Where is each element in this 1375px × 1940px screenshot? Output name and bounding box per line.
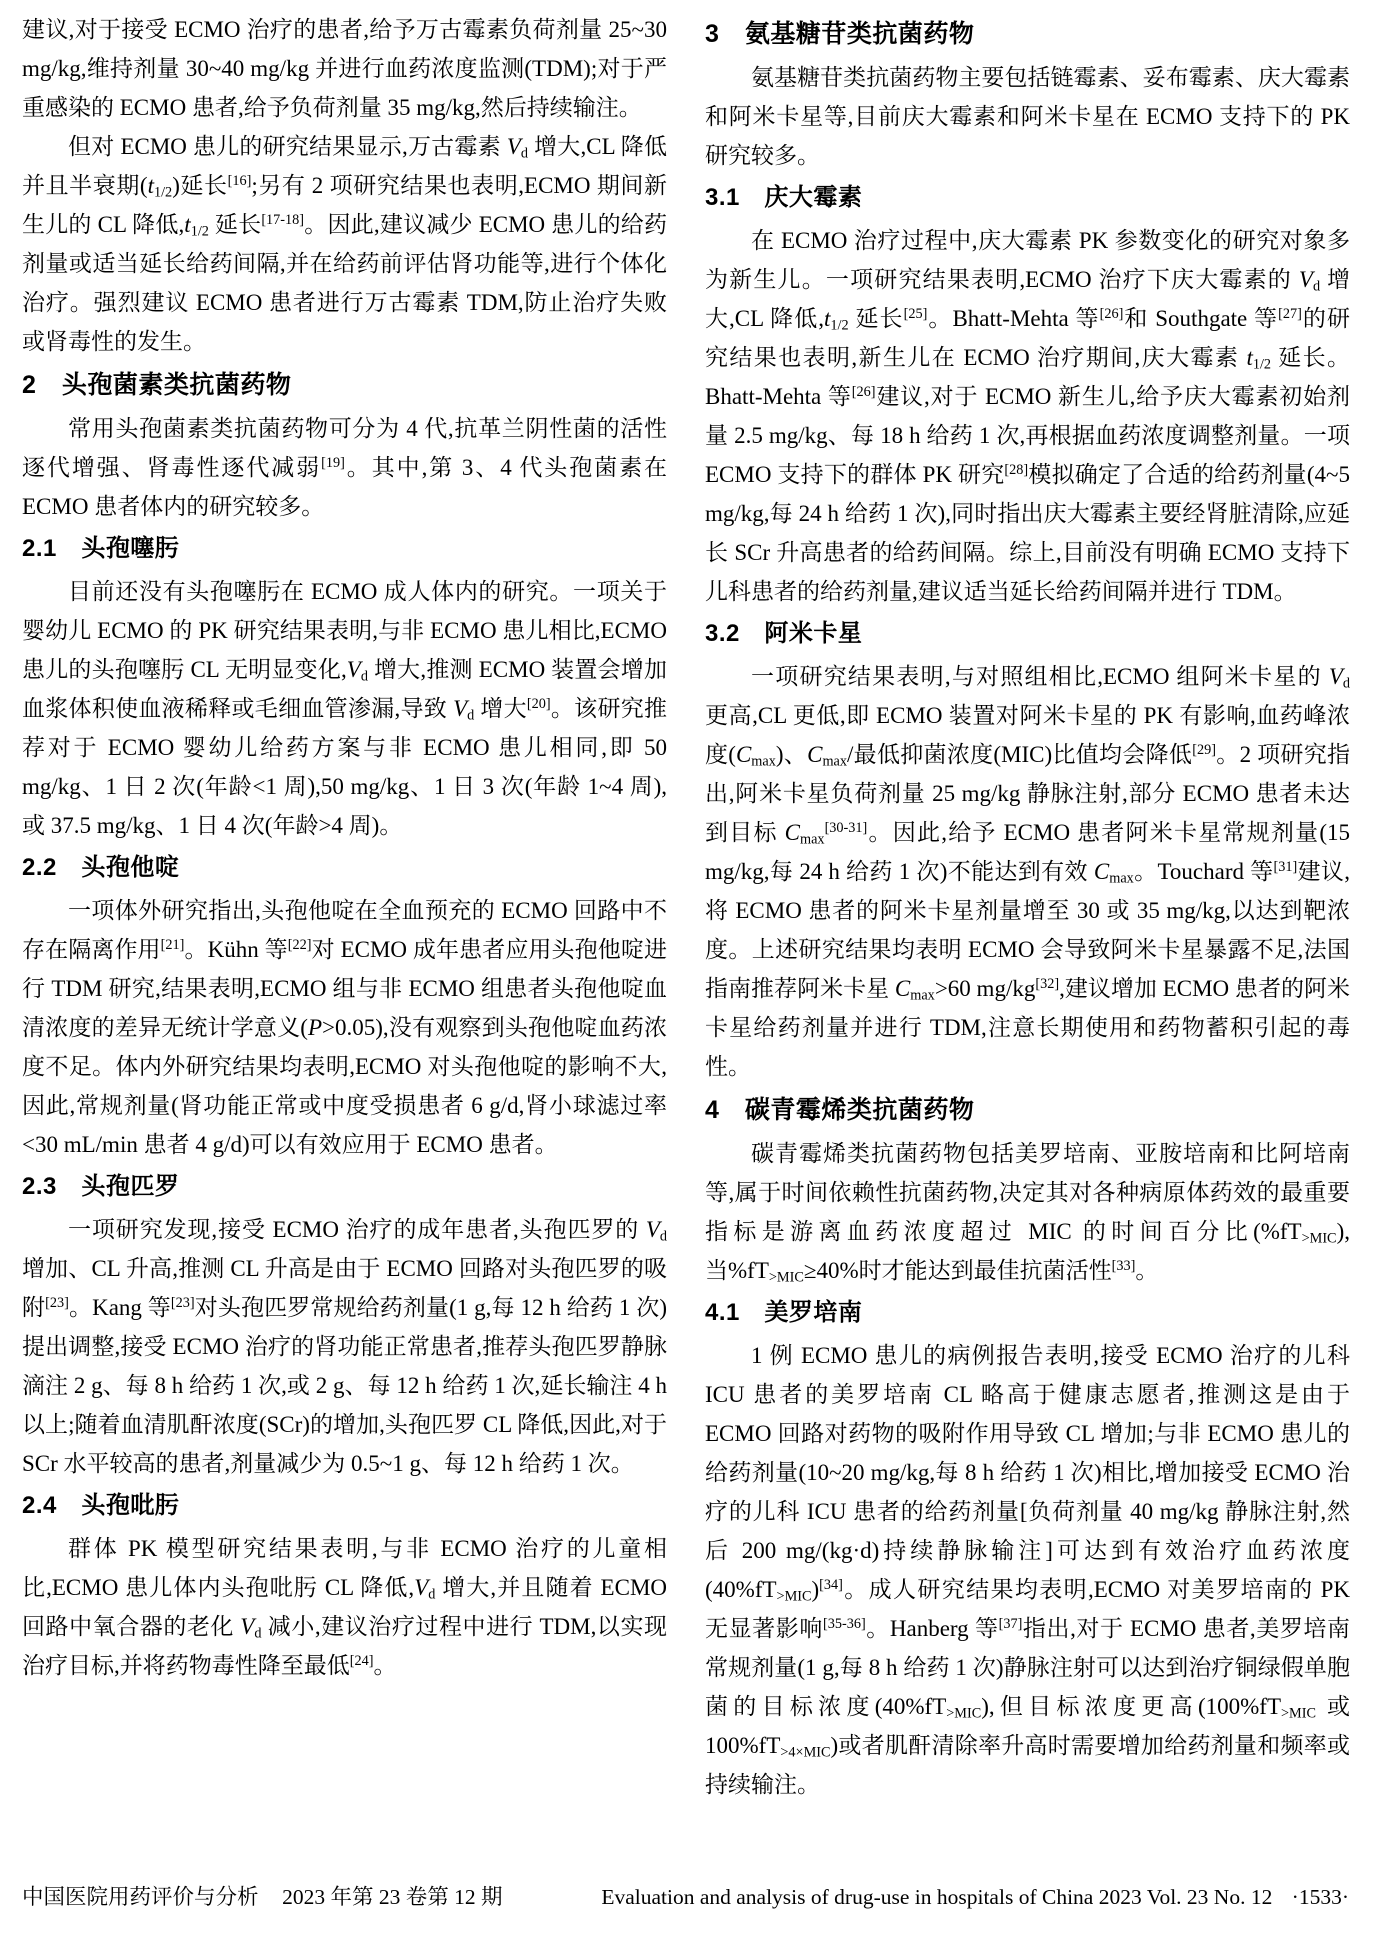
heading-section-3-aminoglycosides: 3 氨基糖苷类抗菌药物 xyxy=(705,20,975,48)
para-meropenem: 1 例 ECMO 患儿的病例报告表明,接受 ECMO 治疗的儿科 ICU 患者的美罗培南 CL 略高于健康志愿者,推测这是由于 ECMO 回路对药物的吸附作用导致 CL 增加;与非 ECMO 患儿的给药剂量(10~20 mg/kg,每 8 h 给药 1 次)相比,增加接受 ECMO 治疗的儿科 ICU 患者的给药剂量[负荷剂量 40 mg/kg 静脉注射,然后 200 mg/(kg·d)持续静脉输注]可达到有效治疗血药浓度$(40\%fT_{>MIC})[34]$。成人研究结果均表明,ECMO 对美罗培南的 PK 无显著影响[35-36]。Hanberg 等[37]指出,对于 ECMO 患者,美罗培南常规剂量(1 g,每 8 h 给药 1 次)静脉注射可以达到治疗铜绿假单胞菌的目标浓度$(40\%fT_{>MIC})$,但目标浓度更高($100\%fT_{>MIC}$ 或 $100\%fT_{>4\times MIC}$)或者肌酐清除率升高时需要增加给药剂量和频率或持续输注。 xyxy=(705,1343,1351,1797)
para-vancomycin-dosing-continuation: 建议,对于接受 ECMO 治疗的患者,给予万古霉素负荷剂量 25~30 mg/kg,维持剂量 30~40 mg/kg 并进行血药浓度监测(TDM);对于严重感染的 ECMO 患者,给予负荷剂量 35 mg/kg,然后持续输注。 xyxy=(22,17,667,120)
right-column xyxy=(705,10,1350,1804)
footer-journal-cn-issue: 2023 年第 23 卷第 12 期 xyxy=(282,1885,503,1909)
para-cefepime: 群体 PK 模型研究结果表明,与非 ECMO 治疗的儿童相比,ECMO 患儿体内头孢吡肟 CL 降低$,V_d$ 增大,并且随着 ECMO 回路中氧合器的老化 $V_d$ 减小,建议治疗过程中进行 TDM,以实现治疗目标,并将药物毒性降至最低[24]。 xyxy=(22,1536,667,1678)
para-aminoglycoside-overview: 氨基糖苷类抗菌药物主要包括链霉素、妥布霉素、庆大霉素和阿米卡星等,目前庆大霉素和阿米卡星在 ECMO 支持下的 PK 研究较多。 xyxy=(705,65,1350,168)
heading-2-1-cefotaxime: 2.1 头孢噻肟 xyxy=(22,535,180,562)
footer-journal-cn xyxy=(22,1882,503,1912)
page-footer xyxy=(22,1882,1349,1912)
heading-2-2-ceftazidime: 2.2 头孢他啶 xyxy=(22,854,180,881)
para-carbapenem-overview: 碳青霉烯类抗菌药物包括美罗培南、亚胺培南和比阿培南等,属于时间依赖性抗菌药物,决定其对各种病原体药效的最重要指标是游离血药浓度超过 MIC 的时间百分比$(\%fT_{>MIC})$,当$\%fT_{>MIC}\ge 40\%$时才能达到最佳抗菌活性[33]。 xyxy=(705,1141,1350,1286)
para-cefpirome: 一项研究发现,接受 ECMO 治疗的成年患者,头孢匹罗的 $V_d$ 增加、CL 升高,推测 CL 升高是由于 ECMO 回路对头孢匹罗的吸附[23]。Kang 等[23]对头孢匹罗常规给药剂量(1 g,每 12 h 给药 1 次)提出调整,接受 ECMO 治疗的肾功能正常患者,推荐头孢匹罗静脉滴注 2 g、每 8 h 给药 1 次,或 2 g、每 12 h 给药 1 次,延长输注 4 h 以上;随着血清肌酐浓度(SCr)的增加,头孢匹罗 CL 降低,因此,对于 SCr 水平较高的患者,剂量减少为 0.5~1 g、每 12 h 给药 1 次。 xyxy=(22,1217,667,1476)
footer-page-number: ·1533· xyxy=(1291,1885,1349,1909)
para-vancomycin-pediatric-findings: 但对 ECMO 患儿的研究结果显示,万古霉素 $V_d$ 增大,CL 降低并且半衰期$(t_{1/2})$延长[16];另有 2 项研究结果也表明,ECMO 期间新生儿的 CL 降低$,t_{1/2}$ 延长[17-18]。因此,建议减少 ECMO 患儿的给药剂量或适当延长给药间隔,并在给药前评估肾功能等,进行个体化治疗。强烈建议 ECMO 患者进行万古霉素 TDM,防止治疗失败或肾毒性的发生。 xyxy=(22,134,667,354)
heading-2-3-cefpirome: 2.3 头孢匹罗 xyxy=(22,1173,180,1200)
para-ceftazidime: 一项体外研究指出,头孢他啶在全血预充的 ECMO 回路中不存在隔离作用[21]。Kühn 等[22]对 ECMO 成年患者应用头孢他啶进行 TDM 研究,结果表明,ECMO 组与非 ECMO 组患者头孢他啶血清浓度的差异无统计学意义(P>0.05),没有观察到头孢他啶血药浓度不足。体内外研究结果均表明,ECMO 对头孢他啶的影响不大,因此,常规剂量(肾功能正常或中度受损患者 6 g/d,肾小球滤过率<30 mL/min 患者 4 g/d)可以有效应用于 ECMO 患者。 xyxy=(22,898,667,1157)
para-cefotaxime: 目前还没有头孢噻肟在 ECMO 成人体内的研究。一项关于婴幼儿 ECMO 的 PK 研究结果表明,与非 ECMO 患儿相比,ECMO 患儿的头孢噻肟 CL 无明显变化$,V_d$ 增大,推测 ECMO 装置会增加血浆体积使血液稀释或毛细血管渗漏,导致 $V_d$ 增大[20]。该研究推荐对于 ECMO 婴幼儿给药方案与非 ECMO 患儿相同,即 50 mg/kg、1 日 2 次(年龄<1 周),50 mg/kg、1 日 3 次(年龄 1~4 周),或 37.5 mg/kg、1 日 4 次(年龄>4 周)。 xyxy=(22,579,668,838)
para-amikacin: 一项研究结果表明,与对照组相比,ECMO 组阿米卡星的 $V_d$ 更高,CL 更低,即 ECMO 装置对阿米卡星的 PK 有影响,血药峰浓度$(C_{max})$、$C_{max}/$最低抑菌浓度(MIC)比值均会降低[29]。2 项研究指出,阿米卡星负荷剂量 25 mg/kg 静脉注射,部分 ECMO 患者未达到目标 $C_{max}[30-31]$。因此,给予 ECMO 患者阿米卡星常规剂量(15 mg/kg,每 24 h 给药 1 次)不能达到有效 $C_{max}$。Touchard 等[31]建议,将 ECMO 患者的阿米卡星剂量增至 30 或 35 mg/kg,以达到靶浓度。上述研究结果均表明 ECMO 会导致阿米卡星暴露不足,法国指南推荐阿米卡星 $C_{max}>60$ mg/kg[32],建议增加 ECMO 患者的阿米卡星给药剂量并进行 TDM,注意长期使用和药物蓄积引起的毒性。 xyxy=(705,664,1350,1079)
footer-journal-cn-title: 中国医院用药评价与分析 xyxy=(22,1885,259,1909)
heading-section-2-cephalosporins: 2 头孢菌素类抗菌药物 xyxy=(22,371,292,399)
para-gentamicin: 在 ECMO 治疗过程中,庆大霉素 PK 参数变化的研究对象多为新生儿。一项研究结果表明,ECMO 治疗下庆大霉素的 $V_d$ 增大,CL 降低$,t_{1/2}$ 延长[25]。Bhatt-Mehta 等[26]和 Southgate 等[27]的研究结果也表明,新生儿在 ECMO 治疗期间,庆大霉素 $t_{1/2}$ 延长。Bhatt-Mehta 等[26]建议,对于 ECMO 新生儿,给予庆大霉素初始剂量 2.5 mg/kg、每 18 h 给药 1 次,再根据血药浓度调整剂量。一项 ECMO 支持下的群体 PK 研究[28]模拟确定了合适的给药剂量(4~5 mg/kg,每 24 h 给药 1 次),同时指出庆大霉素主要经肾脏清除,应延长 SCr 升高患者的给药间隔。综上,目前没有明确 ECMO 支持下儿科患者的给药剂量,建议适当延长给药间隔并进行 TDM。 xyxy=(705,228,1351,604)
footer-journal-en-title: Evaluation and analysis of drug-use in hospitals of China 2023 Vol. 23 No. 12 xyxy=(601,1885,1273,1909)
para-cephalosporin-overview: 常用头孢菌素类抗菌药物可分为 4 代,抗革兰阴性菌的活性逐代增强、肾毒性逐代减弱[19]。其中,第 3、4 代头孢菌素在 ECMO 患者体内的研究较多。 xyxy=(22,416,668,519)
footer-journal-en xyxy=(601,1882,1349,1912)
two-column-layout xyxy=(22,10,1351,1804)
heading-4-1-meropenem: 4.1 美罗培南 xyxy=(705,1299,863,1326)
heading-3-2-amikacin: 3.2 阿米卡星 xyxy=(705,620,863,647)
heading-2-4-cefepime: 2.4 头孢吡肟 xyxy=(22,1492,180,1519)
heading-section-4-carbapenems: 4 碳青霉烯类抗菌药物 xyxy=(705,1096,975,1124)
left-column xyxy=(22,10,667,1804)
heading-3-1-gentamicin: 3.1 庆大霉素 xyxy=(705,184,863,211)
